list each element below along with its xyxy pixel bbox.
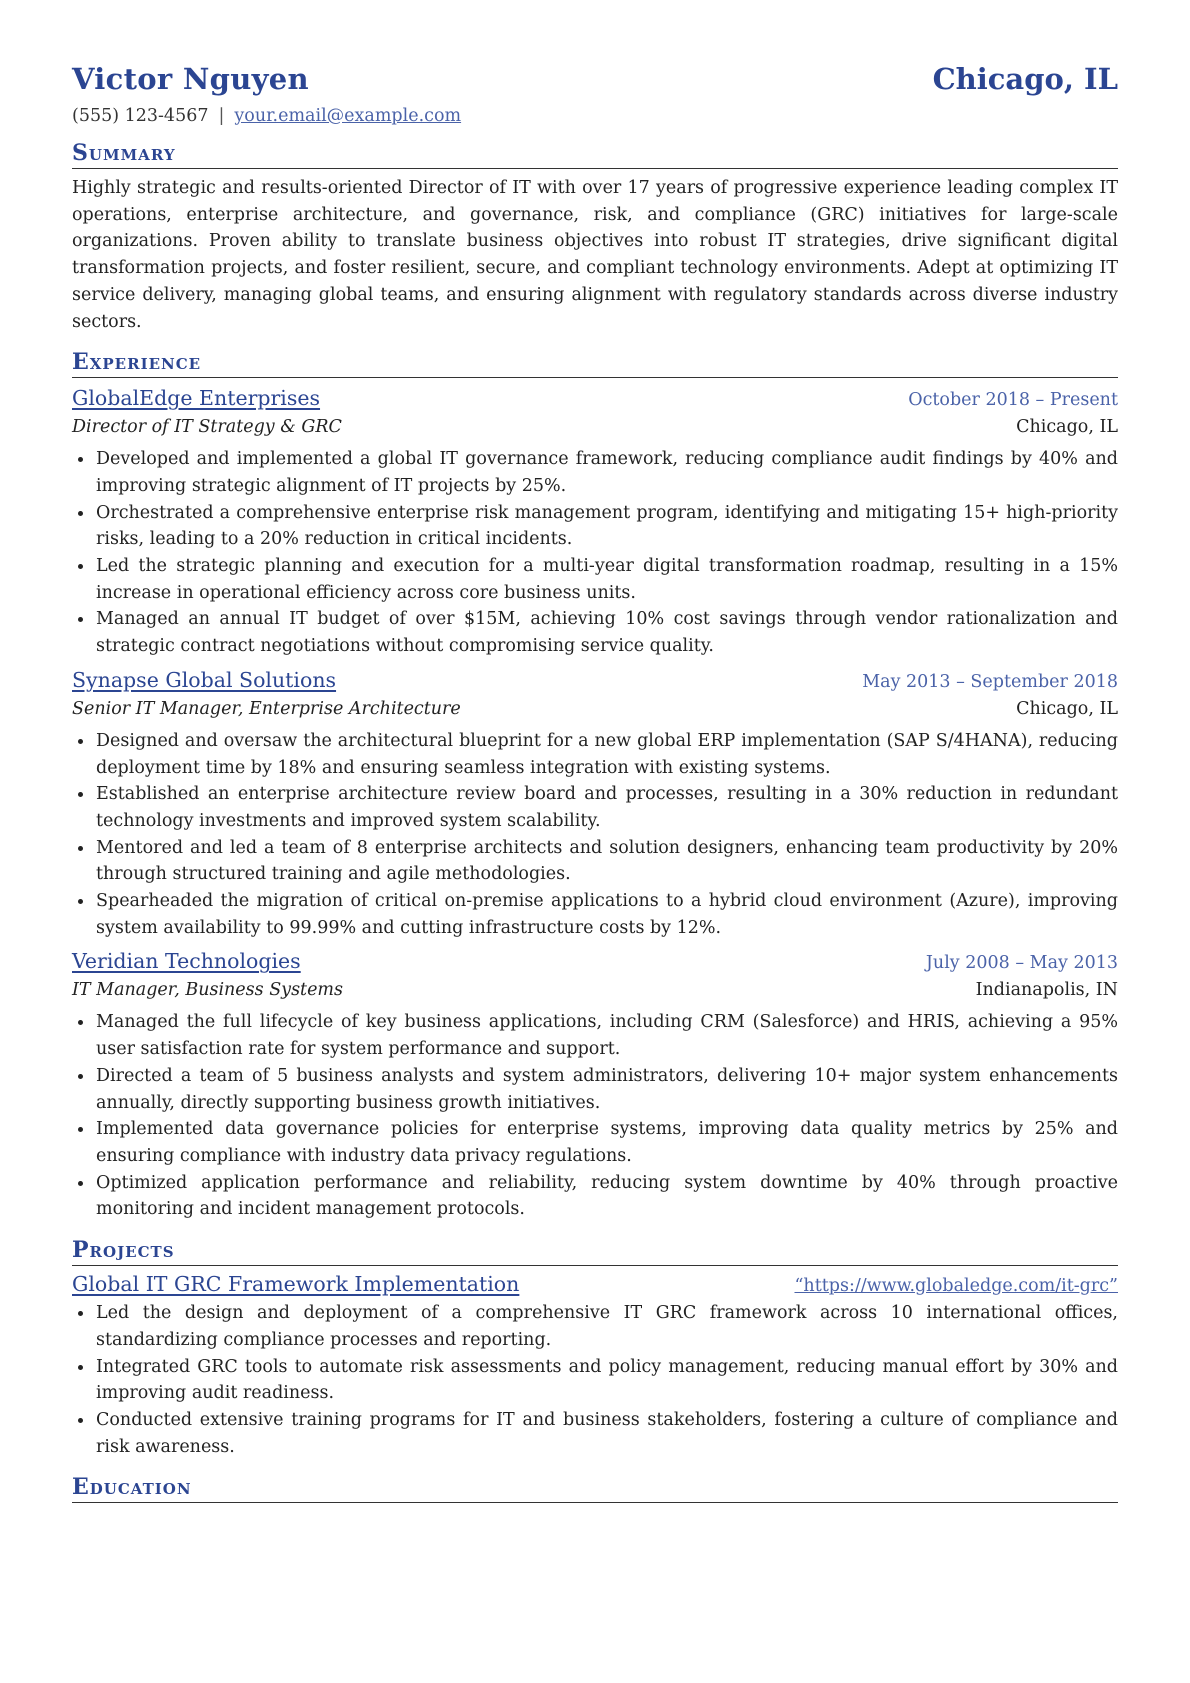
bullet-item: Managed an annual IT budget of over $15M, achieving 10% cost savings through vendor rationalization and strategic contract negotiations without compromising service quality. (96, 606, 1118, 659)
job-bullets (72, 446, 1118, 660)
job-role: IT Manager, Business Systems (72, 980, 344, 1001)
project-link[interactable]: “https://www.globaledge.com/it-grc” (794, 1276, 1118, 1297)
job-location: Chicago, IL (1016, 698, 1118, 719)
bullet-item: Led the strategic planning and execution for a multi-year digital transformation roadmap, resulting in a 15% increase in operational efficiency across core business units. (96, 553, 1118, 606)
job-bullets (72, 1009, 1118, 1223)
project-title[interactable]: Global IT GRC Framework Implementation (72, 1272, 520, 1297)
bullet-item: Spearheaded the migration of critical on-premise applications to a hybrid cloud environment (Azure), improving system availability to 99.99% and cutting infrastructure costs by 12%. (96, 888, 1118, 941)
bullet-item: Directed a team of 5 business analysts and system administrators, delivering 10+ major system enhancements annually, directly supporting business growth initiatives. (96, 1063, 1118, 1116)
bullet-item: Developed and implemented a global IT governance framework, reducing compliance audit findings by 40% and improving strategic alignment of IT projects by 25%. (96, 446, 1118, 499)
job-location: Indianapolis, IN (975, 980, 1118, 1001)
job-role: Director of IT Strategy & GRC (72, 417, 342, 438)
header (72, 62, 1118, 96)
email-link[interactable]: your.email@example.com (234, 106, 462, 126)
job-entry (72, 666, 1118, 942)
project-bullets (72, 1300, 1118, 1460)
bullet-item: Mentored and led a team of 8 enterprise architects and solution designers, enhancing team productivity by 20% through structured training and agile methodologies. (96, 835, 1118, 888)
summary-heading: Summary (72, 140, 1118, 169)
summary-text: Highly strategic and results-oriented Director of IT with over 17 years of progressive experience leading complex IT operations, enterprise architecture, and governance, risk, and compliance (GRC) initiatives for large-scale organizations. Proven ability to translate business objectives into robust IT strategies, drive significant digital transformation projects, and foster resilient, secure, and compliant technology environments. Adept at optimizing IT service delivery, managing global teams, and ensuring alignment with regulatory standards across diverse industry sectors. (72, 178, 1118, 332)
job-dates: October 2018 – Present (908, 390, 1118, 411)
job-dates: July 2008 – May 2013 (925, 953, 1118, 974)
bullet-item: Orchestrated a comprehensive enterprise risk management program, identifying and mitigating 15+ high-priority risks, leading to a 20% reduction in critical incidents. (96, 500, 1118, 553)
phone-number: (555) 123-4567 (72, 106, 209, 126)
job-entry (72, 947, 1118, 1223)
contact-separator: | (218, 106, 225, 126)
education-heading: Education (72, 1474, 1118, 1503)
bullet-item: Conducted extensive training programs for IT and business stakeholders, fostering a culture of compliance and risk awareness. (96, 1407, 1118, 1460)
experience-heading: Experience (72, 349, 1118, 378)
job-location: Chicago, IL (1016, 417, 1118, 438)
job-role: Senior IT Manager, Enterprise Architecture (72, 698, 461, 719)
job-entry (72, 384, 1118, 660)
bullet-item: Designed and oversaw the architectural blueprint for a new global ERP implementation (SAP S/4HANA), reducing deployment time by 18% and ensuring seamless integration with existing systems. (96, 728, 1118, 781)
project-entry (72, 1270, 1118, 1460)
bullet-item: Integrated GRC tools to automate risk assessments and policy management, reducing manual effort by 30% and improving audit readiness. (96, 1354, 1118, 1407)
candidate-location: Chicago, IL (932, 62, 1118, 96)
bullet-item: Established an enterprise architecture review board and processes, resulting in a 30% reduction in redundant technology investments and improved system scalability. (96, 781, 1118, 834)
bullet-item: Led the design and deployment of a comprehensive IT GRC framework across 10 international offices, standardizing compliance processes and reporting. (96, 1300, 1118, 1353)
company-name[interactable]: Synapse Global Solutions (72, 667, 337, 692)
contact-line (72, 106, 1118, 126)
candidate-name: Victor Nguyen (72, 62, 309, 96)
bullet-item: Managed the full lifecycle of key business applications, including CRM (Salesforce) and HRIS, achieving a 95% user satisfaction rate for system performance and support. (96, 1009, 1118, 1062)
projects-heading: Projects (72, 1237, 1118, 1266)
company-name[interactable]: GlobalEdge Enterprises (72, 386, 321, 411)
company-name[interactable]: Veridian Technologies (72, 949, 301, 974)
job-dates: May 2013 – September 2018 (862, 671, 1118, 692)
bullet-item: Optimized application performance and reliability, reducing system downtime by 40% through proactive monitoring and incident management protocols. (96, 1170, 1118, 1223)
bullet-item: Implemented data governance policies for enterprise systems, improving data quality metrics by 25% and ensuring compliance with industry data privacy regulations. (96, 1116, 1118, 1169)
job-bullets (72, 728, 1118, 942)
